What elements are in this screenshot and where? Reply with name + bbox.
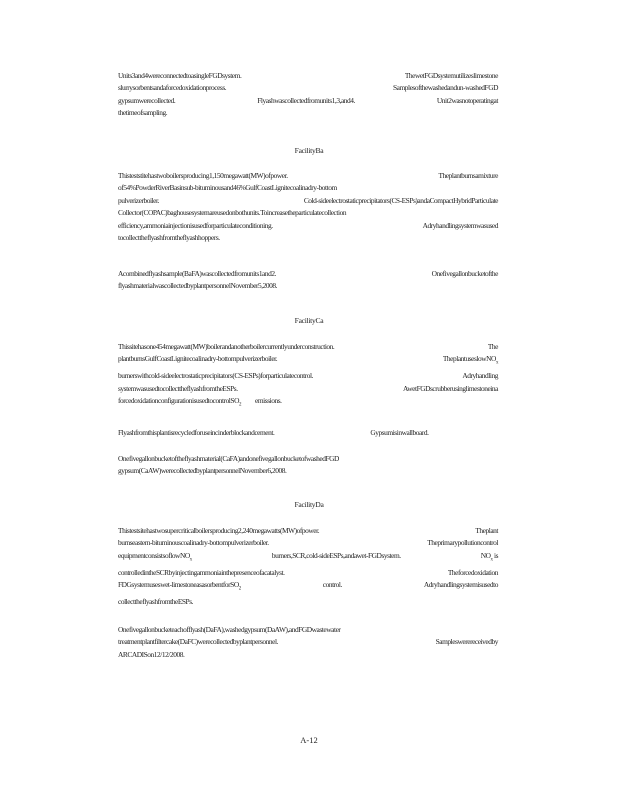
- text-segment: plantburnsGulfCoastLignitecoalinadry-bottompulverizerboiler.: [118, 354, 278, 364]
- text-segment: pulverizerboiler.: [118, 195, 159, 205]
- text-segment: [443, 353, 498, 370]
- text-line: [118, 550, 498, 567]
- text-line: [118, 579, 498, 596]
- text-segment: Collector(COPAC)baghousesystemareusedonbothunits.Toincreasetheparticulatecollection: [118, 208, 347, 218]
- text-line: [118, 596, 498, 608]
- text-segment: Gypsumisinwallboard.: [370, 428, 429, 437]
- text-segment: Thistestsitehastwosupercriticalboilersproducing2,240megawatts(MW)ofpower.: [118, 526, 320, 535]
- text-segment: Units3and4wereconnectedtoasingleFGDsystem.: [118, 71, 242, 80]
- text-line: [118, 220, 498, 232]
- text-line: [118, 636, 498, 648]
- text-segment: [118, 550, 192, 567]
- text-segment: burnerswithcold-sideelectrostaticprecipitators(CS-ESPs)forparticulatecontrol.: [118, 371, 314, 381]
- page-number: A-12: [300, 735, 318, 745]
- subscript: x: [189, 557, 192, 563]
- text-segment: burnseastern-bituminouscoalinadry-bottompulverizerboiler.: [118, 538, 269, 548]
- text-segment: emissions.: [255, 396, 282, 406]
- subscript: x: [495, 360, 498, 366]
- text-segment: Theplant: [475, 526, 498, 535]
- text-segment: equipmentconsistsoflowNO: [118, 550, 190, 560]
- text-segment: systemwasusedtocollecttheflyashfromtheESPs.: [118, 383, 238, 393]
- text-segment: burners,SCR,cold-sideESPs,andawet-FGDsystem.: [271, 550, 401, 560]
- subscript: 2: [238, 586, 241, 592]
- text-segment: Adryhandling: [462, 371, 498, 381]
- text-line: [118, 624, 498, 636]
- text-segment: Acombinedflyashsample(BaFA)wascollectedfromunits1and2.: [118, 269, 277, 278]
- text-segment: [118, 395, 241, 412]
- text-line: [118, 107, 498, 119]
- facility-ba-paragraph-1: [118, 170, 498, 244]
- text-segment: Onefivegallonbucketofthe: [431, 269, 498, 278]
- text-segment: NO: [480, 550, 491, 560]
- facility-da-paragraph-2: [118, 624, 498, 661]
- text-segment: Cold-sideelectrostaticprecipitators(CS-ESPs)andaCompactHybridParticulate: [303, 195, 498, 205]
- text-segment: tocollecttheflyashfromtheflyashhoppers.: [118, 233, 220, 243]
- text-segment: Unit2wasnotoperatingat: [436, 95, 498, 105]
- facility-ca-paragraph-3: [118, 453, 498, 478]
- text-segment: Adryhandlingsystemisusedto: [423, 580, 498, 590]
- text-line: [118, 383, 498, 395]
- text-segment: Theprimarypollutioncontrol: [427, 538, 498, 548]
- text-line: [118, 567, 498, 579]
- text-segment: Thisteststitehastwoboilersproducing1,150megawatt(MW)ofpower.: [118, 171, 288, 180]
- facility-ca-paragraph-2: [118, 427, 498, 439]
- text-segment: slurrysorbentsandaforcedoxidationprocess.: [118, 83, 227, 93]
- text-line: [118, 182, 498, 194]
- text-line: [118, 427, 498, 439]
- text-segment: [481, 550, 498, 567]
- text-segment: of54%PowderRiverBasinsub-bituminousand46%GulfCoastLignitecoalinadry-bottom: [118, 183, 337, 193]
- text-line: [118, 268, 498, 280]
- text-line: [118, 453, 498, 465]
- text-segment: treatmentplantfiltercake(DaFC)werecollectedbyplantpersonnel.: [118, 637, 278, 647]
- section-heading-facility-ba: FacilityBa: [294, 146, 324, 155]
- facility-ca-paragraph-1: [118, 341, 498, 412]
- text-segment: FDGsystemuseswet-limestoneasasorbentforSO: [118, 580, 239, 590]
- text-line: [118, 465, 498, 477]
- text-line: [118, 95, 498, 107]
- text-segment: collecttheflyashfromtheESPs.: [118, 596, 194, 606]
- text-segment: ARCADISon12/12/2008.: [118, 649, 185, 659]
- text-segment: Flyashwascollectedfromunits1,3,and4.: [257, 95, 355, 105]
- text-line: [118, 353, 498, 370]
- text-segment: The: [487, 342, 498, 351]
- text-line: [118, 207, 498, 219]
- text-segment: [118, 579, 241, 596]
- subscript: x: [490, 557, 493, 563]
- text-line: [118, 537, 498, 549]
- text-segment: Theforcedoxidation: [447, 567, 498, 577]
- text-segment: gypsumwerecollected.: [118, 95, 176, 105]
- section-heading-facility-da: FacilityDa: [294, 500, 324, 509]
- text-segment: Onefivegallonbucketeachofflyash(DaFA),washedgypsum(DaAW),andFGDwastewater: [118, 625, 341, 634]
- text-line: [118, 649, 498, 661]
- facility-da-paragraph-1: [118, 525, 498, 608]
- text-line: [118, 195, 498, 207]
- text-line: [118, 232, 498, 244]
- text-segment: gypsum(CaAW)werecollectedbyplantpersonnelNovember6,2008.: [118, 466, 287, 476]
- text-segment: flyashmaterialwascollectedbyplantpersonnelNovember5,2008.: [118, 281, 278, 291]
- text-line: [118, 395, 498, 412]
- text-line: [118, 170, 498, 182]
- section-heading-facility-ca: FacilityCa: [294, 316, 324, 325]
- text-segment: TheplantuseslowNO: [442, 354, 496, 364]
- text-segment: Thissitehasone454megawatt(MW)boilerandanotherboilercurrentlyunderconstruction.: [118, 342, 335, 351]
- text-line: [118, 70, 498, 82]
- facility-ba-paragraph-2: [118, 268, 498, 293]
- text-segment: AwetFGDscrubberusinglimestoneina: [403, 383, 498, 393]
- text-line: [118, 82, 498, 94]
- text-segment: Flyashfromthisplantisrecycledforuseincinderblockandcement.: [118, 428, 275, 437]
- text-segment: control.: [322, 580, 342, 590]
- text-segment: Samplesofthewashedandun-washedFGD: [392, 83, 498, 93]
- subscript: 2: [238, 402, 242, 408]
- text-segment: Sampleswerereceivedby: [435, 637, 498, 647]
- text-segment: thetimeofsampling.: [118, 108, 168, 118]
- text-segment: forcedoxidationconfigurationisusedtocontrolSO: [118, 396, 239, 406]
- text-line: [118, 341, 498, 353]
- text-line: [118, 525, 498, 537]
- text-segment: controlledintheSCRbyinjectingammoniainthepresenceofacatalyst.: [118, 567, 285, 577]
- text-segment: ThewetFGDsystemutilizeslimestone: [404, 71, 498, 80]
- text-segment: Onefivegallonbucketoftheflyashmaterial(CaFA)andonefivegallonbucketofwashedFGD: [118, 454, 339, 463]
- text-segment: efficiency,ammoniainjectionisusedforparticulateconditioning.: [118, 220, 273, 230]
- text-segment: Adryhandlingsystemwasused: [422, 220, 498, 230]
- text-segment: is: [493, 550, 498, 560]
- text-line: [118, 280, 498, 292]
- intro-paragraph: [118, 70, 498, 120]
- text-segment: Theplantburnsamixture: [438, 171, 498, 180]
- text-line: [118, 370, 498, 382]
